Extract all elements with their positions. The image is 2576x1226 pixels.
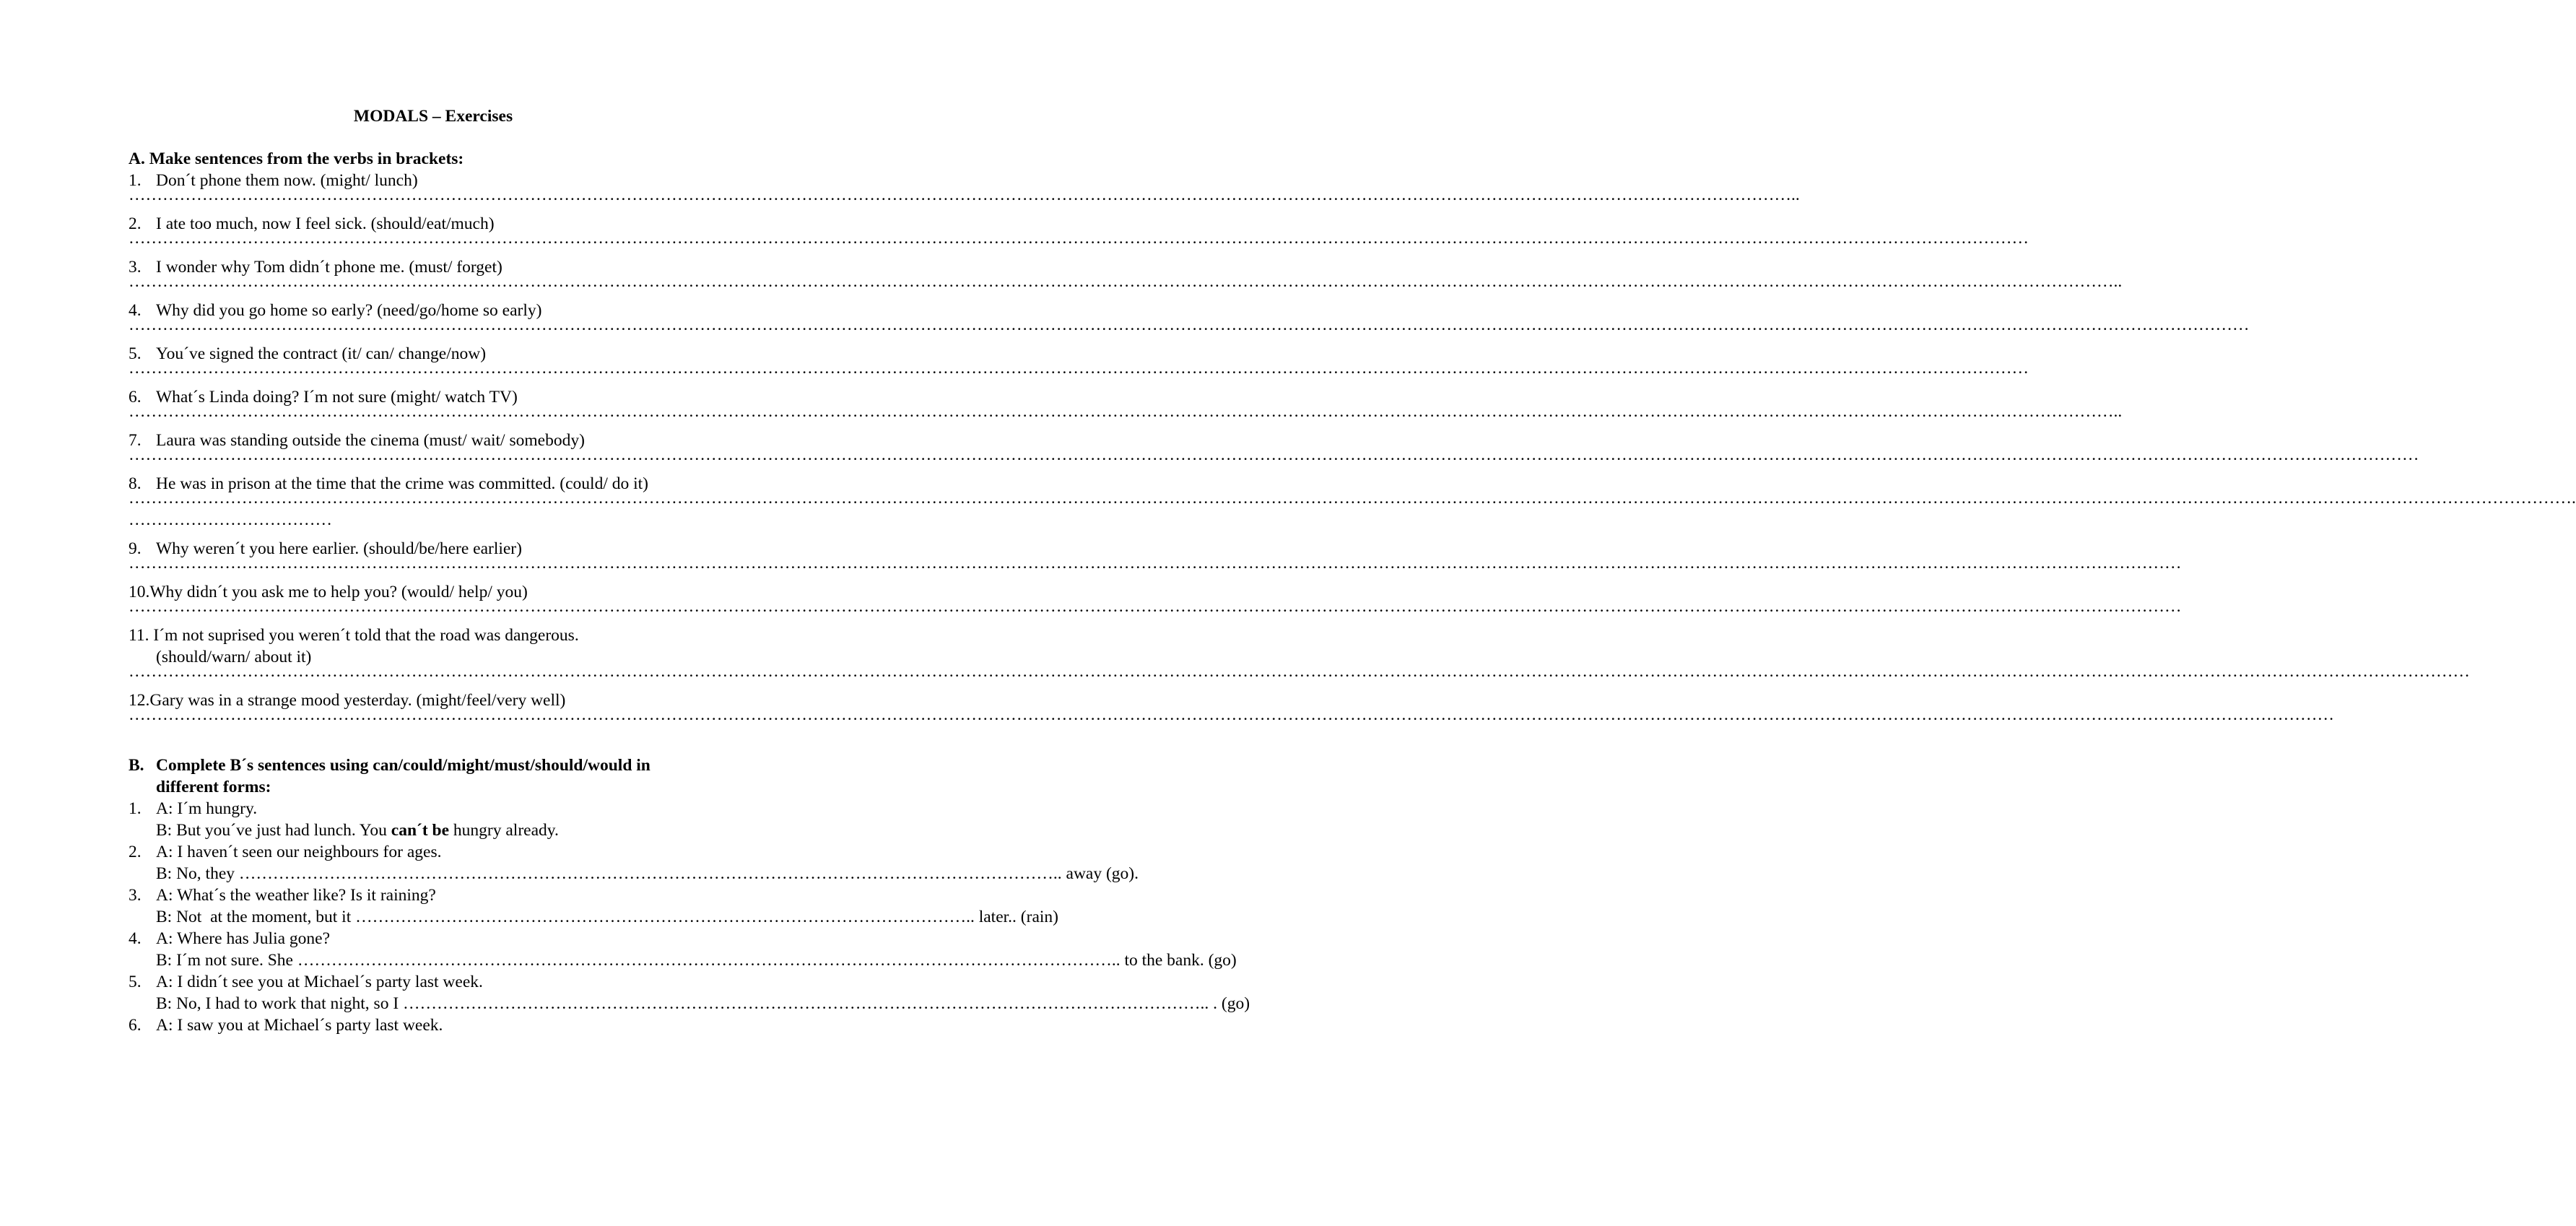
speaker-b-text-end: hungry already. xyxy=(449,821,559,840)
item-text: What´s Linda doing? I´m not sure (might/ watch TV) xyxy=(156,388,518,407)
item-number: 5. xyxy=(129,973,142,991)
speaker-a-line: A: I saw you at Michael´s party last week. xyxy=(156,1016,443,1035)
answer-line-a10[interactable]: ………………………………………………………………………………………………………………………………………………………………………………………………………………………………………………………………………………………………………………………………… xyxy=(129,597,2182,616)
dialogue-b4-a xyxy=(129,928,330,949)
section-b-heading-line1: Complete B´s sentences using can/could/might/must/should/would in xyxy=(156,756,650,775)
item-number: 6. xyxy=(129,1016,142,1035)
section-a-heading: A. Make sentences from the verbs in brackets: xyxy=(129,149,464,168)
dialogue-b2-a xyxy=(129,841,441,863)
item-number: 6. xyxy=(129,388,142,407)
speaker-b-text: B: But you´ve just had lunch. You xyxy=(156,821,391,840)
answer-line-a5[interactable]: ………………………………………………………………………………………………………………………………………………………………………………………………………………………………………………………………………………………………………… xyxy=(129,359,2029,378)
dialogue-b3-a xyxy=(129,884,436,906)
item-number: 7. xyxy=(129,431,142,450)
dialogue-b5-b[interactable]: B: No, I had to work that night, so I …………………………………………………………………………………………………………………………….. . (go) xyxy=(156,994,1250,1013)
item-text: I wonder why Tom didn´t phone me. (must/ forget) xyxy=(156,258,502,277)
item-number: 2. xyxy=(129,843,142,861)
item-text: Why did you go home so early? (need/go/home so early) xyxy=(156,301,542,320)
item-number: 3. xyxy=(129,886,142,905)
section-b-heading xyxy=(129,755,650,776)
item-number: 10. xyxy=(129,583,150,601)
item-text: Don´t phone them now. (might/ lunch) xyxy=(156,171,418,190)
answer-line-a11[interactable]: ……………………………………………………………………………………………………………………………………………………………………………………………………………………………………………………………………………………………………………………………………………………………………………… xyxy=(129,662,2470,681)
speaker-a-line: A: I didn´t see you at Michael´s party last week. xyxy=(156,973,483,991)
item-text: He was in prison at the time that the crime was committed. (could/ do it) xyxy=(156,474,648,493)
item-number: 2. xyxy=(129,214,142,233)
item-number: 9. xyxy=(129,539,142,558)
speaker-a-line: A: I´m hungry. xyxy=(156,799,258,818)
item-number: 8. xyxy=(129,474,142,493)
answer-line-a8[interactable]: ………………………………………………………………………………………………………………………………………………………………………………………………………………………………………………………………………………………………………………………………………………………………………………………………. xyxy=(129,489,2576,508)
dialogue-b3-b[interactable]: B: Not at the moment, but it ……………………………………………………………………………………………….. later.. (rain) xyxy=(156,908,1058,926)
item-text: Why didn´t you ask me to help you? (would/ help/ you) xyxy=(149,583,528,601)
dialogue-b6-a xyxy=(129,1014,443,1036)
example-answer: can´t be xyxy=(391,821,450,840)
answer-line-a8-continued[interactable]: ……………………………… xyxy=(129,510,332,529)
answer-line-a1[interactable]: …………………………………………………………………………………………………………………………………………………………………………………………………………………………………………………………………….. xyxy=(129,186,1800,204)
dialogue-b2-b[interactable]: B: No, they ……………………………………………………………………………………………………………………………….. away (go). xyxy=(156,864,1139,883)
answer-line-a2[interactable]: ………………………………………………………………………………………………………………………………………………………………………………………………………………………………………………………………………………………………………… xyxy=(129,229,2029,248)
item-text: Laura was standing outside the cinema (must/ wait/ somebody) xyxy=(156,431,585,450)
page-title: MODALS – Exercises xyxy=(353,107,513,126)
item-text: Why weren´t you here earlier. (should/be/here earlier) xyxy=(156,539,522,558)
item-number: 11. xyxy=(129,626,149,645)
item-number: 1. xyxy=(129,799,142,818)
section-b-heading-line2: different forms: xyxy=(156,778,271,796)
item-number: 4. xyxy=(129,301,142,320)
section-label: B. xyxy=(129,756,144,775)
speaker-a-line: A: What´s the weather like? Is it raining? xyxy=(156,886,436,905)
exercise-a11 xyxy=(129,625,579,646)
item-text: You´ve signed the contract (it/ can/ change/now) xyxy=(156,344,487,363)
speaker-a-line: A: Where has Julia gone? xyxy=(156,929,331,948)
answer-line-a4[interactable]: …………………………………………………………………………………………………………………………………………………………………………………………………………………………………………………………………………………………………………………………………………… xyxy=(129,316,2250,334)
answer-line-a9[interactable]: ………………………………………………………………………………………………………………………………………………………………………………………………………………………………………………………………………………………………………………………………… xyxy=(129,554,2182,573)
answer-line-a7[interactable]: ……………………………………………………………………………………………………………………………………………………………………………………………………………………………………………………………………………………………………………………………………………………………………… xyxy=(129,445,2419,464)
answer-line-a3[interactable]: ……………………………………………………………………………………………………………………………………………………………………………………………………………………………………………………………………………………………………………………….. xyxy=(129,272,2123,291)
item-number: 1. xyxy=(129,171,142,190)
answer-line-a12[interactable]: ………………………………………………………………………………………………………………………………………………………………………………………………………………………………………………………………………………………………………………………………………………………… xyxy=(129,705,2334,724)
item-number: 3. xyxy=(129,258,142,277)
exercise-a11-hint: (should/warn/ about it) xyxy=(156,648,312,666)
dialogue-b1-b xyxy=(156,819,559,841)
speaker-a-line: A: I haven´t seen our neighbours for ages. xyxy=(156,843,442,861)
dialogue-b1-a xyxy=(129,798,257,819)
item-text: I ate too much, now I feel sick. (should/eat/much) xyxy=(156,214,495,233)
item-text: I´m not suprised you weren´t told that the road was dangerous. xyxy=(153,626,579,645)
answer-line-a6[interactable]: ……………………………………………………………………………………………………………………………………………………………………………………………………………………………………………………………………………………………………………………….. xyxy=(129,402,2123,421)
item-number: 4. xyxy=(129,929,142,948)
dialogue-b4-b[interactable]: B: I´m not sure. She ……………………………………………………………………………………………………………………………….. to the bank. (go) xyxy=(156,951,1237,970)
item-number: 5. xyxy=(129,344,142,363)
item-text: Gary was in a strange mood yesterday. (might/feel/very well) xyxy=(149,691,566,710)
item-number: 12. xyxy=(129,691,150,710)
dialogue-b5-a xyxy=(129,971,483,993)
